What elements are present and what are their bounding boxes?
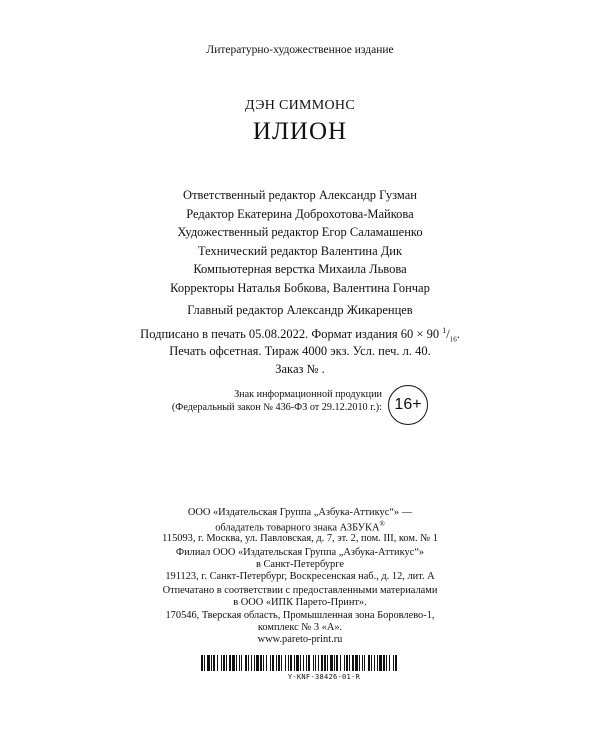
barcode-bar bbox=[334, 655, 335, 671]
print-type-line: Печать офсетная. Тираж 4000 экз. Усл. печ. л. 40. bbox=[169, 344, 431, 358]
barcode-bar bbox=[327, 655, 328, 671]
barcode-bar bbox=[201, 655, 203, 671]
barcode-bar bbox=[239, 655, 240, 671]
trademark-text: обладатель товарного знака АЗБУКА bbox=[215, 522, 380, 534]
credit-line: Художественный редактор Егор Саламашенко bbox=[177, 225, 423, 239]
barcode-bar bbox=[272, 655, 274, 671]
publisher-line: ООО «Издательская Группа „Азбука-Аттикус“» — bbox=[187, 507, 413, 518]
genre-label: Литературно-художественное издание bbox=[206, 44, 394, 56]
branch-address: 191123, г. Санкт-Петербург, Воскресенская наб., д. 12, лит. А bbox=[165, 571, 435, 582]
print-details-line: Подписано в печать 05.08.2022. Формат издания 60 × 90 $^1/_{16}$. bbox=[140, 326, 460, 344]
barcode-bar bbox=[285, 655, 286, 671]
barcode-bar bbox=[364, 655, 365, 671]
format-fraction-numerator: 1 bbox=[442, 326, 447, 335]
registered-mark: ® bbox=[379, 520, 385, 528]
age-rating-block bbox=[0, 385, 600, 425]
barcode-bar bbox=[270, 655, 271, 671]
credit-line: Ответственный редактор Александр Гузман bbox=[183, 188, 417, 202]
barcode-bar bbox=[229, 655, 231, 671]
barcode-bar bbox=[303, 655, 304, 671]
barcode-bar bbox=[245, 655, 247, 671]
barcode-bar bbox=[260, 655, 262, 671]
barcode-bar bbox=[368, 655, 370, 671]
print-details-text: Подписано в печать 05.08.2022. Формат издания 60 × 90 bbox=[140, 327, 440, 342]
barcode-bar bbox=[296, 655, 299, 671]
print-details-end: . bbox=[456, 327, 460, 342]
branch-city: в Санкт-Петербурге bbox=[255, 559, 344, 570]
barcode-bar bbox=[389, 655, 390, 671]
barcode-bar bbox=[377, 655, 378, 671]
barcode-bar bbox=[324, 655, 326, 671]
barcode-bar bbox=[362, 655, 363, 671]
barcode-bar bbox=[241, 655, 242, 671]
barcode-bar bbox=[318, 655, 319, 671]
barcode-bar bbox=[266, 655, 267, 671]
barcode-bar bbox=[281, 655, 282, 671]
format-fraction-denominator: 16 bbox=[449, 335, 457, 344]
barcode-bar bbox=[288, 655, 289, 671]
barcode-bar bbox=[248, 655, 249, 671]
barcode-bar bbox=[315, 655, 316, 671]
age-rating-law-line: (Федеральный закон № 436-ФЗ от 29.12.2010 г.): bbox=[171, 402, 382, 413]
age-rating-badge: 16+ bbox=[388, 385, 428, 425]
credit-line: Компьютерная верстка Михаила Львова bbox=[193, 262, 407, 276]
barcode-bar bbox=[300, 655, 301, 671]
barcode-bar bbox=[374, 655, 375, 671]
barcode-bar bbox=[395, 655, 397, 671]
barcode-bar bbox=[254, 655, 255, 671]
age-rating-label-line: Знак информационной продукции bbox=[234, 389, 382, 400]
barcode-bar bbox=[346, 655, 348, 671]
book-title: ИЛИОН bbox=[252, 118, 348, 145]
barcode-bar bbox=[379, 655, 382, 671]
barcode-bar bbox=[355, 655, 358, 671]
author-name: ДЭН СИММОНС bbox=[245, 98, 355, 113]
printer-note: Отпечатано в соответствии с предоставленными материалами bbox=[162, 585, 438, 596]
barcode-bar bbox=[251, 655, 252, 671]
barcode-bar bbox=[344, 655, 345, 671]
barcode-bar bbox=[359, 655, 360, 671]
order-number-line: Заказ № . bbox=[275, 362, 325, 376]
barcode-bar bbox=[211, 655, 212, 671]
barcode-bar bbox=[278, 655, 280, 671]
barcode-bar bbox=[313, 655, 314, 671]
printer-website: www.pareto-print.ru bbox=[257, 634, 343, 645]
barcode-bar bbox=[393, 655, 394, 671]
barcode-bar bbox=[263, 655, 264, 671]
publisher-address: 115093, г. Москва, ул. Павловская, д. 7, эт. 2, пом. III, ком. № 1 bbox=[162, 533, 438, 544]
credit-line: Корректоры Наталья Бобкова, Валентина Гончар bbox=[170, 281, 430, 295]
barcode-bar bbox=[371, 655, 372, 671]
barcode-bar bbox=[321, 655, 323, 671]
trademark-line bbox=[0, 520, 600, 533]
barcode-bar bbox=[386, 655, 387, 671]
barcode-bar bbox=[352, 655, 354, 671]
credit-line: Технический редактор Валентина Дик bbox=[197, 244, 403, 258]
barcode-bar bbox=[207, 655, 210, 671]
credit-line: Редактор Екатерина Доброхотова-Майкова bbox=[186, 207, 414, 221]
chief-editor-line: Главный редактор Александр Жикаренцев bbox=[187, 303, 413, 317]
barcode-bar bbox=[226, 655, 227, 671]
barcode-bar bbox=[223, 655, 225, 671]
barcode-bar bbox=[204, 655, 205, 671]
barcode-block bbox=[0, 655, 600, 681]
barcode-bar bbox=[308, 655, 310, 671]
barcode-bar bbox=[256, 655, 259, 671]
barcode-bar bbox=[221, 655, 222, 671]
barcode-icon bbox=[201, 655, 399, 671]
barcode-bar bbox=[294, 655, 295, 671]
barcode-bar bbox=[340, 655, 341, 671]
barcode-bar bbox=[290, 655, 292, 671]
barcode-label: Y-KNF-38426-01-R bbox=[287, 673, 361, 681]
barcode-bar bbox=[236, 655, 237, 671]
barcode-bar bbox=[276, 655, 277, 671]
barcode-bar bbox=[336, 655, 338, 671]
barcode-bar bbox=[383, 655, 385, 671]
branch-line: Филиал ООО «Издательская Группа „Азбука-Аттикус“» bbox=[175, 547, 425, 558]
printer-address-complex: комплекс № 3 «А». bbox=[257, 622, 343, 633]
barcode-bar bbox=[213, 655, 215, 671]
age-rating-label bbox=[172, 388, 382, 414]
barcode-bar bbox=[330, 655, 333, 671]
barcode-bar bbox=[349, 655, 350, 671]
printer-address: 170546, Тверская область, Промышленная зона Боровлево-1, bbox=[165, 610, 435, 621]
barcode-bar bbox=[217, 655, 218, 671]
barcode-bar bbox=[306, 655, 307, 671]
barcode-bar bbox=[232, 655, 235, 671]
printer-name: в ООО «ИПК Парето-Принт». bbox=[233, 597, 367, 608]
